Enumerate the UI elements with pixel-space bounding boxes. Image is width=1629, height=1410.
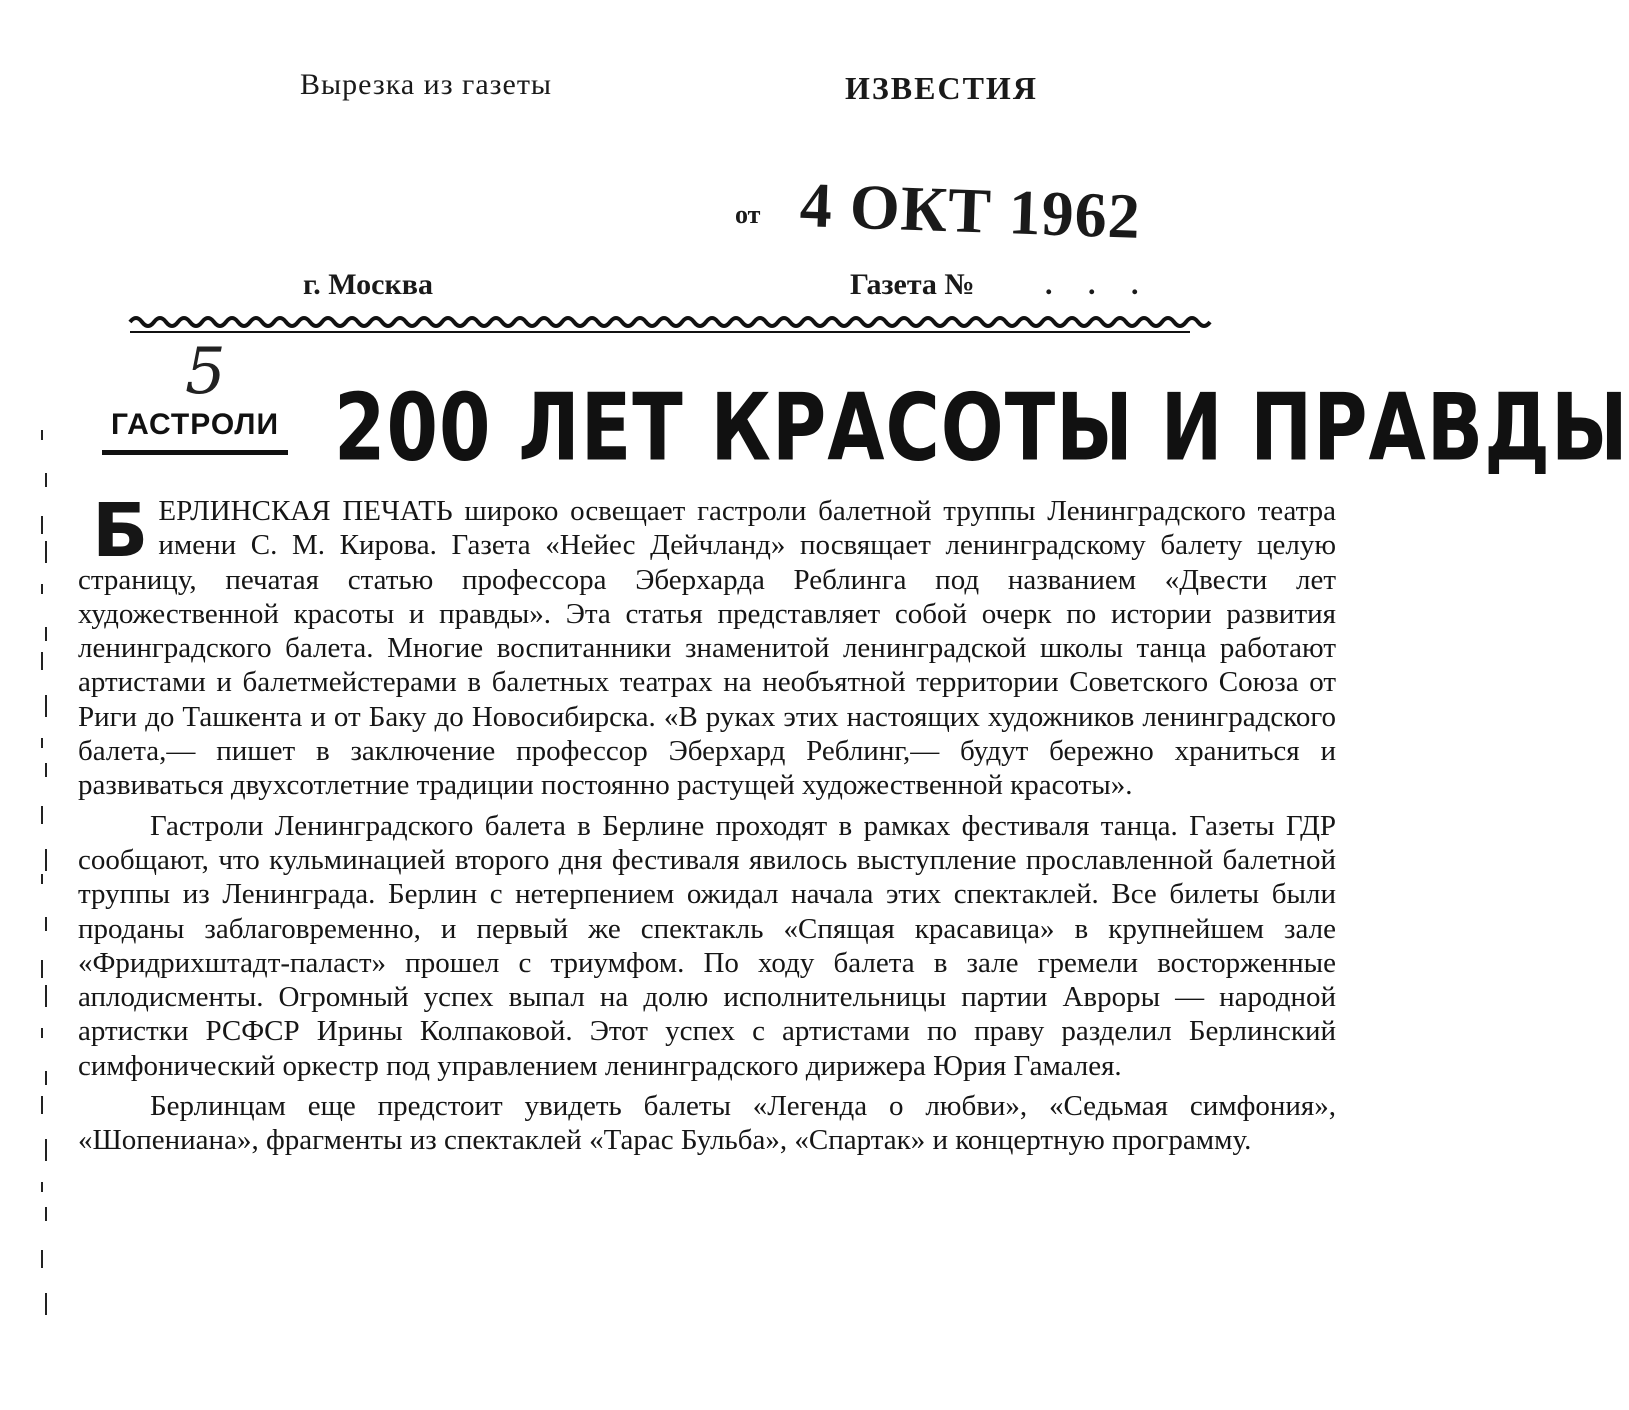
margin-ticks xyxy=(30,430,60,1330)
article-paragraph: Гастроли Ленинградского балета в Берлине проходят в рамках фестиваля танца. Газеты ГДР сообщают, что кульминацией второго дня фестиваля явилось выступление прославленной балетной труппы из Ленинграда. Берлин с нетерпением ожидал начала этих спектаклей. Все билеты были проданы заблаговременно, и первый же спектакль «Спящая красавица» в крупнейшем зале «Фридрихштадт-паласт» прошел с триумфом. По ходу балета в зале гремели восторженные аплодисменты. Огромный успех выпал на долю исполнительницы партии Авроры — народной артистки РСФСР Ирины Колпаковой. Этот успех с артистами по праву разделил Берлинский симфонический оркестр под управлением ленинградского дирижера Юрия Гамалея. xyxy=(78,809,1336,1082)
clipping-header xyxy=(0,0,1385,330)
wavy-divider xyxy=(130,312,1190,336)
headline: 200 ЛЕТ КРАСОТЫ И ПРАВДЫ xyxy=(334,374,1629,482)
paragraph-text: ЕРЛИНСКАЯ ПЕЧАТЬ широко освещает гастроли балетной труппы Ленинградского театра имени С. М. Кирова. Газета «Нейес Дейчланд» посвящает ленинградскому балету целую страницу, печатая статью профессора Эберхарда Реблинга под названием «Двести лет художественной красоты и правды». Эта статья представляет собой очерк по истории развития ленинградского балета. Многие воспитанники знаменитой ленинградской школы танца работают артистами и балетмейстерами в балетных театрах на необъятной территории Советского Союза от Риги до Ташкента и от Баку до Новосибирска. «В руках этих настоящих художников ленинградского балета,— пишет в заключение профессор Эберхард Реблинг,— будут бережно храниться и развиваться двухсотлетние традиции постоянно растущей художественной красоты». xyxy=(78,495,1336,802)
handwritten-mark xyxy=(175,335,245,409)
rubric-label: ГАСТРОЛИ xyxy=(102,408,288,455)
clipping-label: Вырезка из газеты xyxy=(300,68,553,101)
city-label: г. Москва xyxy=(303,268,433,301)
issue-value: . . . xyxy=(1045,268,1153,301)
article-paragraph xyxy=(78,488,1336,803)
article-paragraph: Берлинцам еще предстоит увидеть балеты «Легенда о любви», «Седьмая симфония», «Шопениана», фрагменты из спектаклей «Тарас Бульба», «Спартак» и концертную программу. xyxy=(78,1090,1336,1157)
handwritten-mark-text: 5 xyxy=(185,335,226,409)
date-prefix: от xyxy=(735,200,761,229)
newspaper-name: ИЗВЕСТИЯ xyxy=(845,70,1038,106)
date-stamp: 4 ОКТ 1962 xyxy=(798,169,1142,252)
drop-cap: Б xyxy=(92,488,149,574)
article-body xyxy=(78,488,1336,1164)
issue-label: Газета № xyxy=(850,268,975,301)
